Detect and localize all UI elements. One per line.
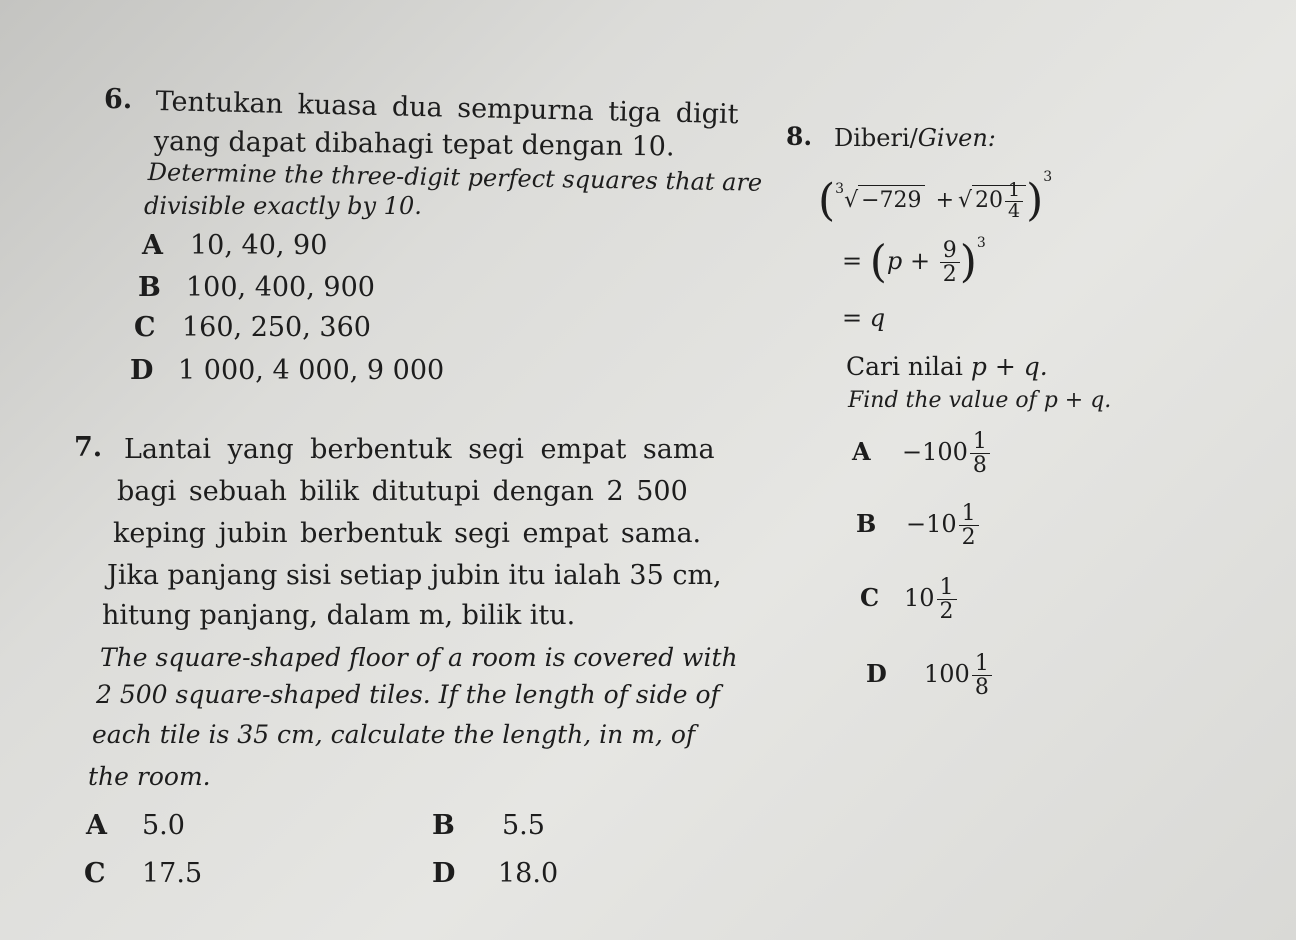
q7-malay-line3: keping jubin berbentuk segi empat sama. <box>113 518 702 549</box>
q7-option-c[interactable] <box>84 860 202 887</box>
q8-number: 8. <box>786 122 813 151</box>
option-letter: D <box>130 355 154 386</box>
option-text: 10, 40, 90 <box>190 230 328 261</box>
q7-number: 7. <box>74 432 103 463</box>
option-letter: A <box>852 437 871 467</box>
q6-option-c[interactable] <box>134 314 371 341</box>
option-letter: A <box>142 230 163 261</box>
option-text: 5.5 <box>502 810 545 841</box>
option-letter: B <box>432 810 455 841</box>
q8-given: Diberi/Given: <box>834 124 996 152</box>
q6-malay-line1: Tentukan kuasa dua sempurna tiga digit <box>155 86 739 131</box>
q7-english-line2: 2 500 square-shaped tiles. If the length of side of <box>96 680 720 709</box>
q6-english-line1: Determine the three-digit perfect squares that are <box>147 158 763 197</box>
option-text: 18.0 <box>498 858 559 889</box>
q8-ask-malay: Cari nilai p + q. <box>846 352 1048 381</box>
q7-english-line4: the room. <box>88 762 211 791</box>
q7-english-line3: each tile is 35 cm, calculate the length, in m, of <box>92 720 696 749</box>
q8-given-expression: ($^3$√ −729 + √ 20 $\frac{1}{4}$ )$^3$ <box>818 169 1053 226</box>
q6-malay-line2: yang dapat dibahagi tepat dengan 10. <box>153 126 675 163</box>
q7-malay-line4: Jika panjang sisi setiap jubin itu ialah 35 cm, <box>107 560 722 591</box>
q6-option-d[interactable] <box>130 357 444 384</box>
option-letter: B <box>856 509 877 539</box>
option-text: 1 000, 4 000, 9 000 <box>178 355 445 386</box>
option-letter: C <box>860 583 880 613</box>
option-letter: C <box>84 858 106 889</box>
q6-option-a[interactable] <box>142 232 327 259</box>
option-text: 100, 400, 900 <box>186 272 375 303</box>
q7-malay-line2: bagi sebuah bilik ditutupi dengan 2 500 <box>117 476 688 507</box>
q7-malay-line5: hitung panjang, dalam m, bilik itu. <box>102 600 576 631</box>
q7-malay-line1: Lantai yang berbentuk segi empat sama <box>124 434 715 465</box>
option-letter: A <box>86 810 107 841</box>
q8-option-d[interactable]: D 100 $\frac{1}{8}$ <box>866 652 992 699</box>
q8-line3-expression: = q <box>842 304 886 332</box>
q6-english-line2: divisible exactly by 10. <box>144 192 422 220</box>
q8-option-a[interactable]: A −100 $\frac{1}{8}$ <box>852 430 990 477</box>
q8-line2-expression: = (p + $\frac{9}{2}$ )$^3$ <box>842 235 986 288</box>
q6-option-b[interactable] <box>138 274 375 301</box>
option-letter: D <box>432 858 456 889</box>
option-letter: B <box>138 272 161 303</box>
q8-option-c[interactable]: C 10 $\frac{1}{2}$ <box>860 576 957 623</box>
option-letter: C <box>134 312 156 343</box>
option-text: 17.5 <box>142 858 203 889</box>
q7-option-d[interactable] <box>432 860 558 887</box>
q7-option-b[interactable] <box>432 812 545 839</box>
cube-root-radicand: −729 <box>858 185 924 213</box>
option-text: 5.0 <box>142 810 185 841</box>
q8-option-b[interactable]: B −10 $\frac{1}{2}$ <box>856 502 979 549</box>
q8-ask-english: Find the value of p + q. <box>848 388 1112 413</box>
option-text: 160, 250, 360 <box>182 312 371 343</box>
q6-number: 6. <box>104 84 133 115</box>
q7-english-line1: The square-shaped floor of a room is covered with <box>100 643 738 672</box>
option-letter: D <box>866 659 887 689</box>
q7-option-a[interactable] <box>86 812 185 839</box>
